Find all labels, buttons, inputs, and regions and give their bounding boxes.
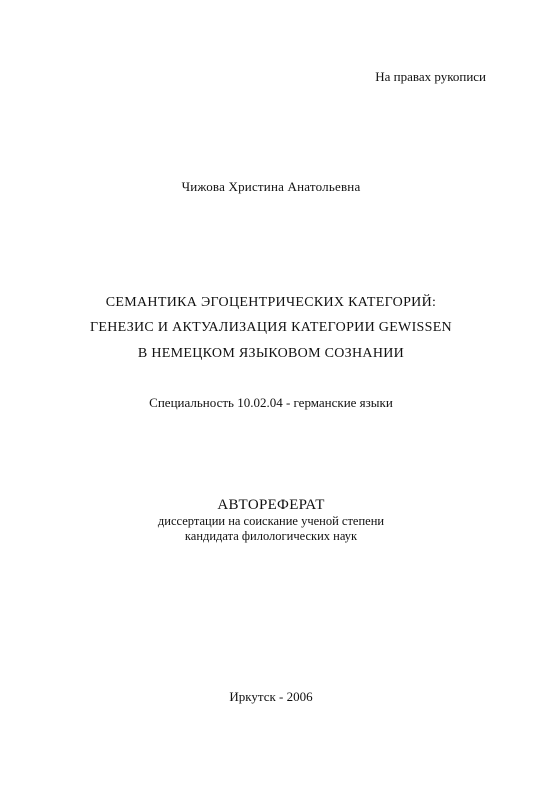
title-line-3: В НЕМЕЦКОМ ЯЗЫКОВОМ СОЗНАНИИ [137,346,405,361]
author-name: Чижова Христина Анатольевна [181,179,361,194]
place-year: Иркутск - 2006 [229,689,313,704]
specialty-line: Специальность 10.02.04 - германские языки [149,395,393,410]
title-line-1: СЕМАНТИКА ЭГОЦЕНТРИЧЕСКИХ КАТЕГОРИЙ: [105,295,437,310]
purpose-line-1: диссертации на соискание ученой степени [157,514,385,528]
purpose-line-2: кандидата филологических наук [184,529,358,543]
document-type-heading: АВТОРЕФЕРАТ [217,497,325,513]
title-line-2: ГЕНЕЗИС И АКТУАЛИЗАЦИЯ КАТЕГОРИИ GEWISSEN [90,320,452,335]
rights-note: На правах рукописи [375,69,486,84]
